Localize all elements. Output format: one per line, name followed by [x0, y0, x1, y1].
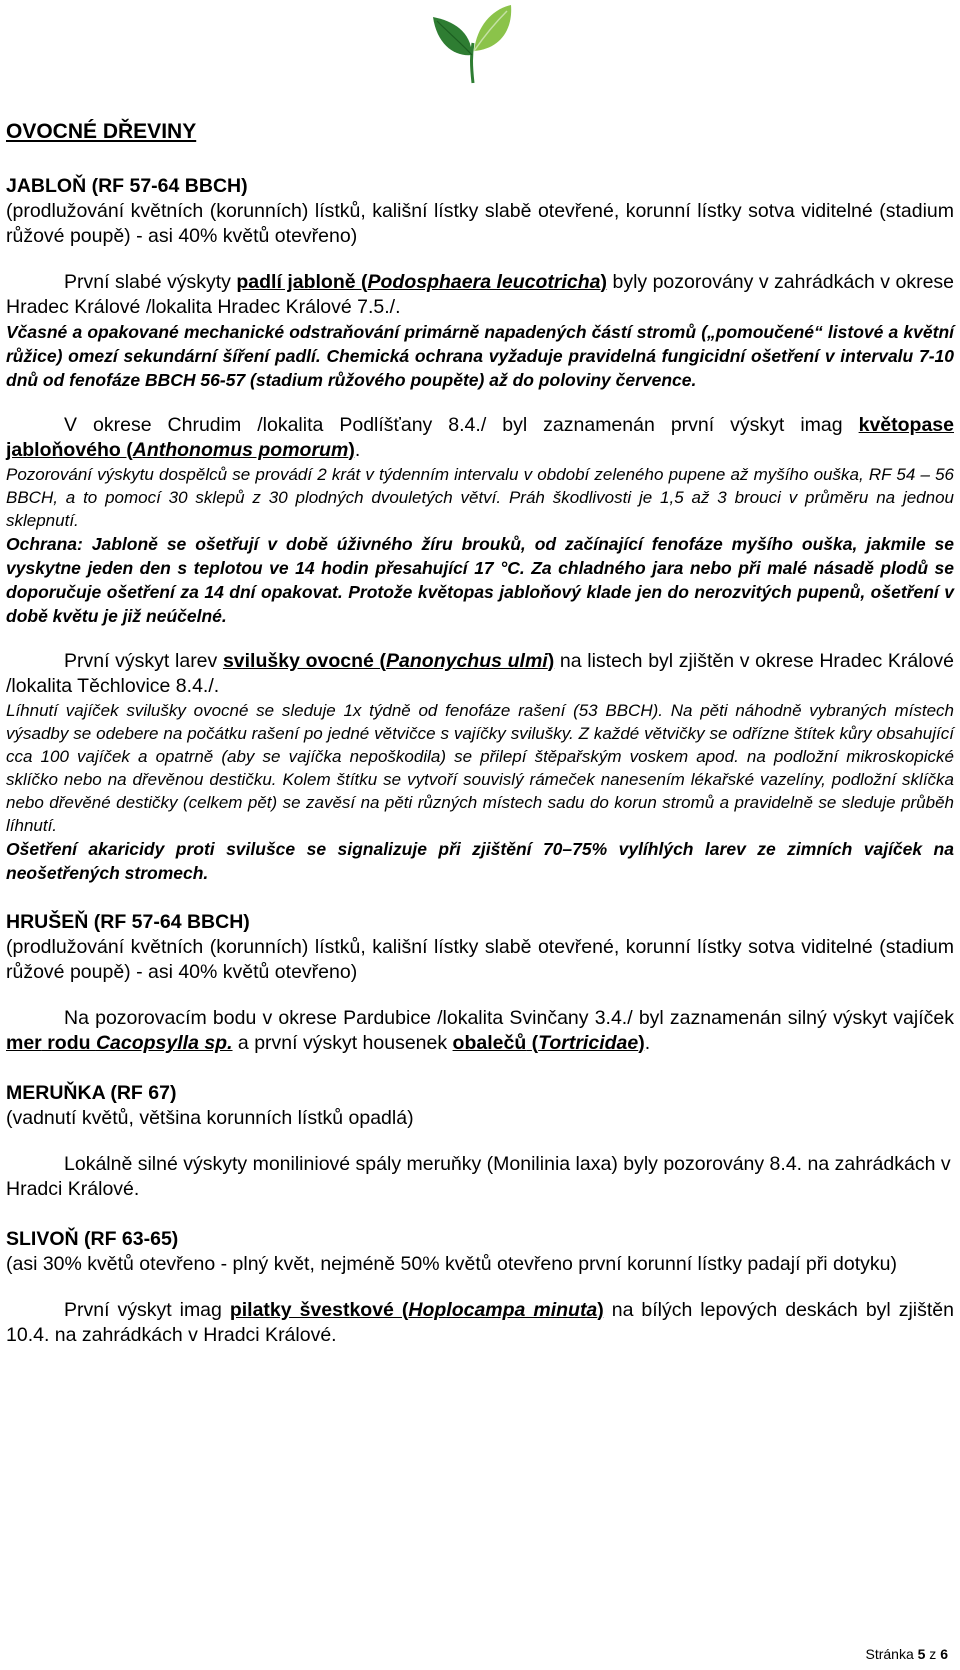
plum-stage: (asi 30% květů otevřeno - plný květ, nejméně 50% květů otevřeno první korunní lístky padají při dotyku)	[6, 1253, 897, 1275]
apple-mite-text: První výskyt larev svilušky ovocné (Panonychus ulmi) na listech byl zjištěn v okrese Hradec Králové /lokalita Těchlovice 8.4./.	[6, 650, 954, 697]
pest-name: padlí jabloně (Podosphaera leucotricha)	[236, 271, 608, 293]
apple-section	[6, 174, 954, 885]
plum-section	[6, 1227, 954, 1348]
pest-name: svilušky ovocné (Panonychus ulmi)	[222, 650, 555, 672]
apple-mite-monitoring: Líhnutí vajíček svilušky ovocné se sleduje 1x týdně od fenofáze rašení (53 BBCH). Na pěti náhodně vybraných místech výsadby se odebere na počátku rašení po jedné větvičce s vajíčky svilušky. Z každé větvičky se odřízne štítek kůry obsahující cca 100 vajíček a opatrně (aby se vajíčka nepoškodila) se přilepí štěpařským voskem apod. na podložní mikroskopické sklíčko nebo na dřevěnou destičku. Kolem štítku se vytvoří souvislý rámeček nanesením lékařské vazelíny, podložní sklíčka nebo dřevěné destičky (celkem pět) se zavěsí na pěti různých místech sadu do korun stromů a pravidelně se sleduje průběh líhnutí.	[6, 701, 954, 835]
plum-title: SLIVOŇ (RF 63-65)	[6, 1228, 179, 1250]
apple-weevil-monitoring: Pozorování výskytu dospělců se provádí 2 krát v týdenním intervalu v období zeleného pupene až myšího ouška, RF 54 – 56 BBCH, a to pomocí 30 sklepů z 30 plodných dvouletých větví. Práh škodlivosti je 1,5 až 3 brouci v průměru na jednou sklepnutí.	[6, 465, 954, 530]
page-number: Stránka 5 z 6	[865, 1646, 948, 1662]
apple-stage: (prodlužování květních (korunních) lístků, kališní lístky slabě otevřené, korunní lístky sotva viditelné (stadium růžové poupě) - asi 40% květů otevřeno)	[6, 200, 954, 247]
pest-name: obalečů (Tortricidae)	[452, 1032, 645, 1054]
apple-mite-treatment: Ošetření akaricidy proti svilušce se signalizuje při zjištění 70–75% vylíhlých larev ze zimních vajíček na neošetřených stromech.	[6, 839, 954, 883]
plum-text: První výskyt imag pilatky švestkové (Hoplocampa minuta) na bílých lepových deskách byl zjištěn 10.4. na zahrádkách v Hradci Králové.	[6, 1299, 954, 1346]
apple-weevil-text: V okrese Chrudim /lokalita Podlíšťany 8.4./ byl zaznamenán první výskyt imag květopase jabloňového (Anthonomus pomorum).	[6, 414, 954, 461]
leaf-logo-icon	[433, 3, 513, 87]
pest-name: pilatky švestkové (Hoplocampa minuta)	[229, 1299, 604, 1321]
apricot-section	[6, 1081, 954, 1202]
document-body	[6, 118, 954, 1348]
apricot-text: Lokálně silné výskyty moniliniové spály meruňky (Monilinia laxa) byly pozorovány 8.4. na zahrádkách v Hradci Králové.	[6, 1153, 951, 1200]
apple-mildew-advice: Včasné a opakované mechanické odstraňování primárně napadených částí stromů („pomoučené“ listové a květní růžice) omezí sekundární šíření padlí. Chemická ochrana vyžaduje pravidelná fungicidní ošetření v intervalu 7-10 dnů od fenofáze BBCH 56-57 (stadium růžového poupěte) až do poloviny července.	[6, 322, 955, 390]
apple-title: JABLOŇ (RF 57-64 BBCH)	[6, 175, 248, 197]
section-heading: OVOCNÉ DŘEVINY	[6, 120, 197, 143]
pear-section	[6, 910, 954, 1056]
pear-stage: (prodlužování květních (korunních) lístků, kališní lístky slabě otevřené, korunní lístky sotva viditelné (stadium růžové poupě) - asi 40% květů otevřeno)	[6, 936, 954, 983]
pest-name: květopase jabloňového (Anthonomus pomorum)	[6, 414, 954, 461]
pest-name: mer rodu Cacopsylla sp.	[6, 1032, 233, 1054]
apricot-stage: (vadnutí květů, většina korunních lístků opadlá)	[6, 1107, 414, 1129]
pear-text: Na pozorovacím bodu v okrese Pardubice /lokalita Svinčany 3.4./ byl zaznamenán silný výskyt vajíček mer rodu Cacopsylla sp. a první výskyt housenek obalečů (Tortricidae).	[6, 1007, 954, 1054]
pear-title: HRUŠEŇ (RF 57-64 BBCH)	[6, 911, 250, 933]
apple-weevil-protection: Ochrana: Jabloně se ošetřují v době úživného žíru brouků, od začínající fenofáze myšího ouška, jakmile se vyskytne jeden den s teplotou ve 14 hodin přesahující 17 °C. Za chladného jara nebo při malé násadě plodů se doporučuje ošetření za 14 dní opakovat. Protože květopas jabloňový klade jen do nerozvitých pupenů, ošetření v době květu je již neúčelné.	[6, 534, 954, 626]
apricot-title: MERUŇKA (RF 67)	[6, 1082, 177, 1104]
apple-mildew-text: První slabé výskyty padlí jabloně (Podosphaera leucotricha) byly pozorovány v zahrádkách v okrese Hradec Králové /lokalita Hradec Králové 7.5./.	[6, 271, 955, 318]
